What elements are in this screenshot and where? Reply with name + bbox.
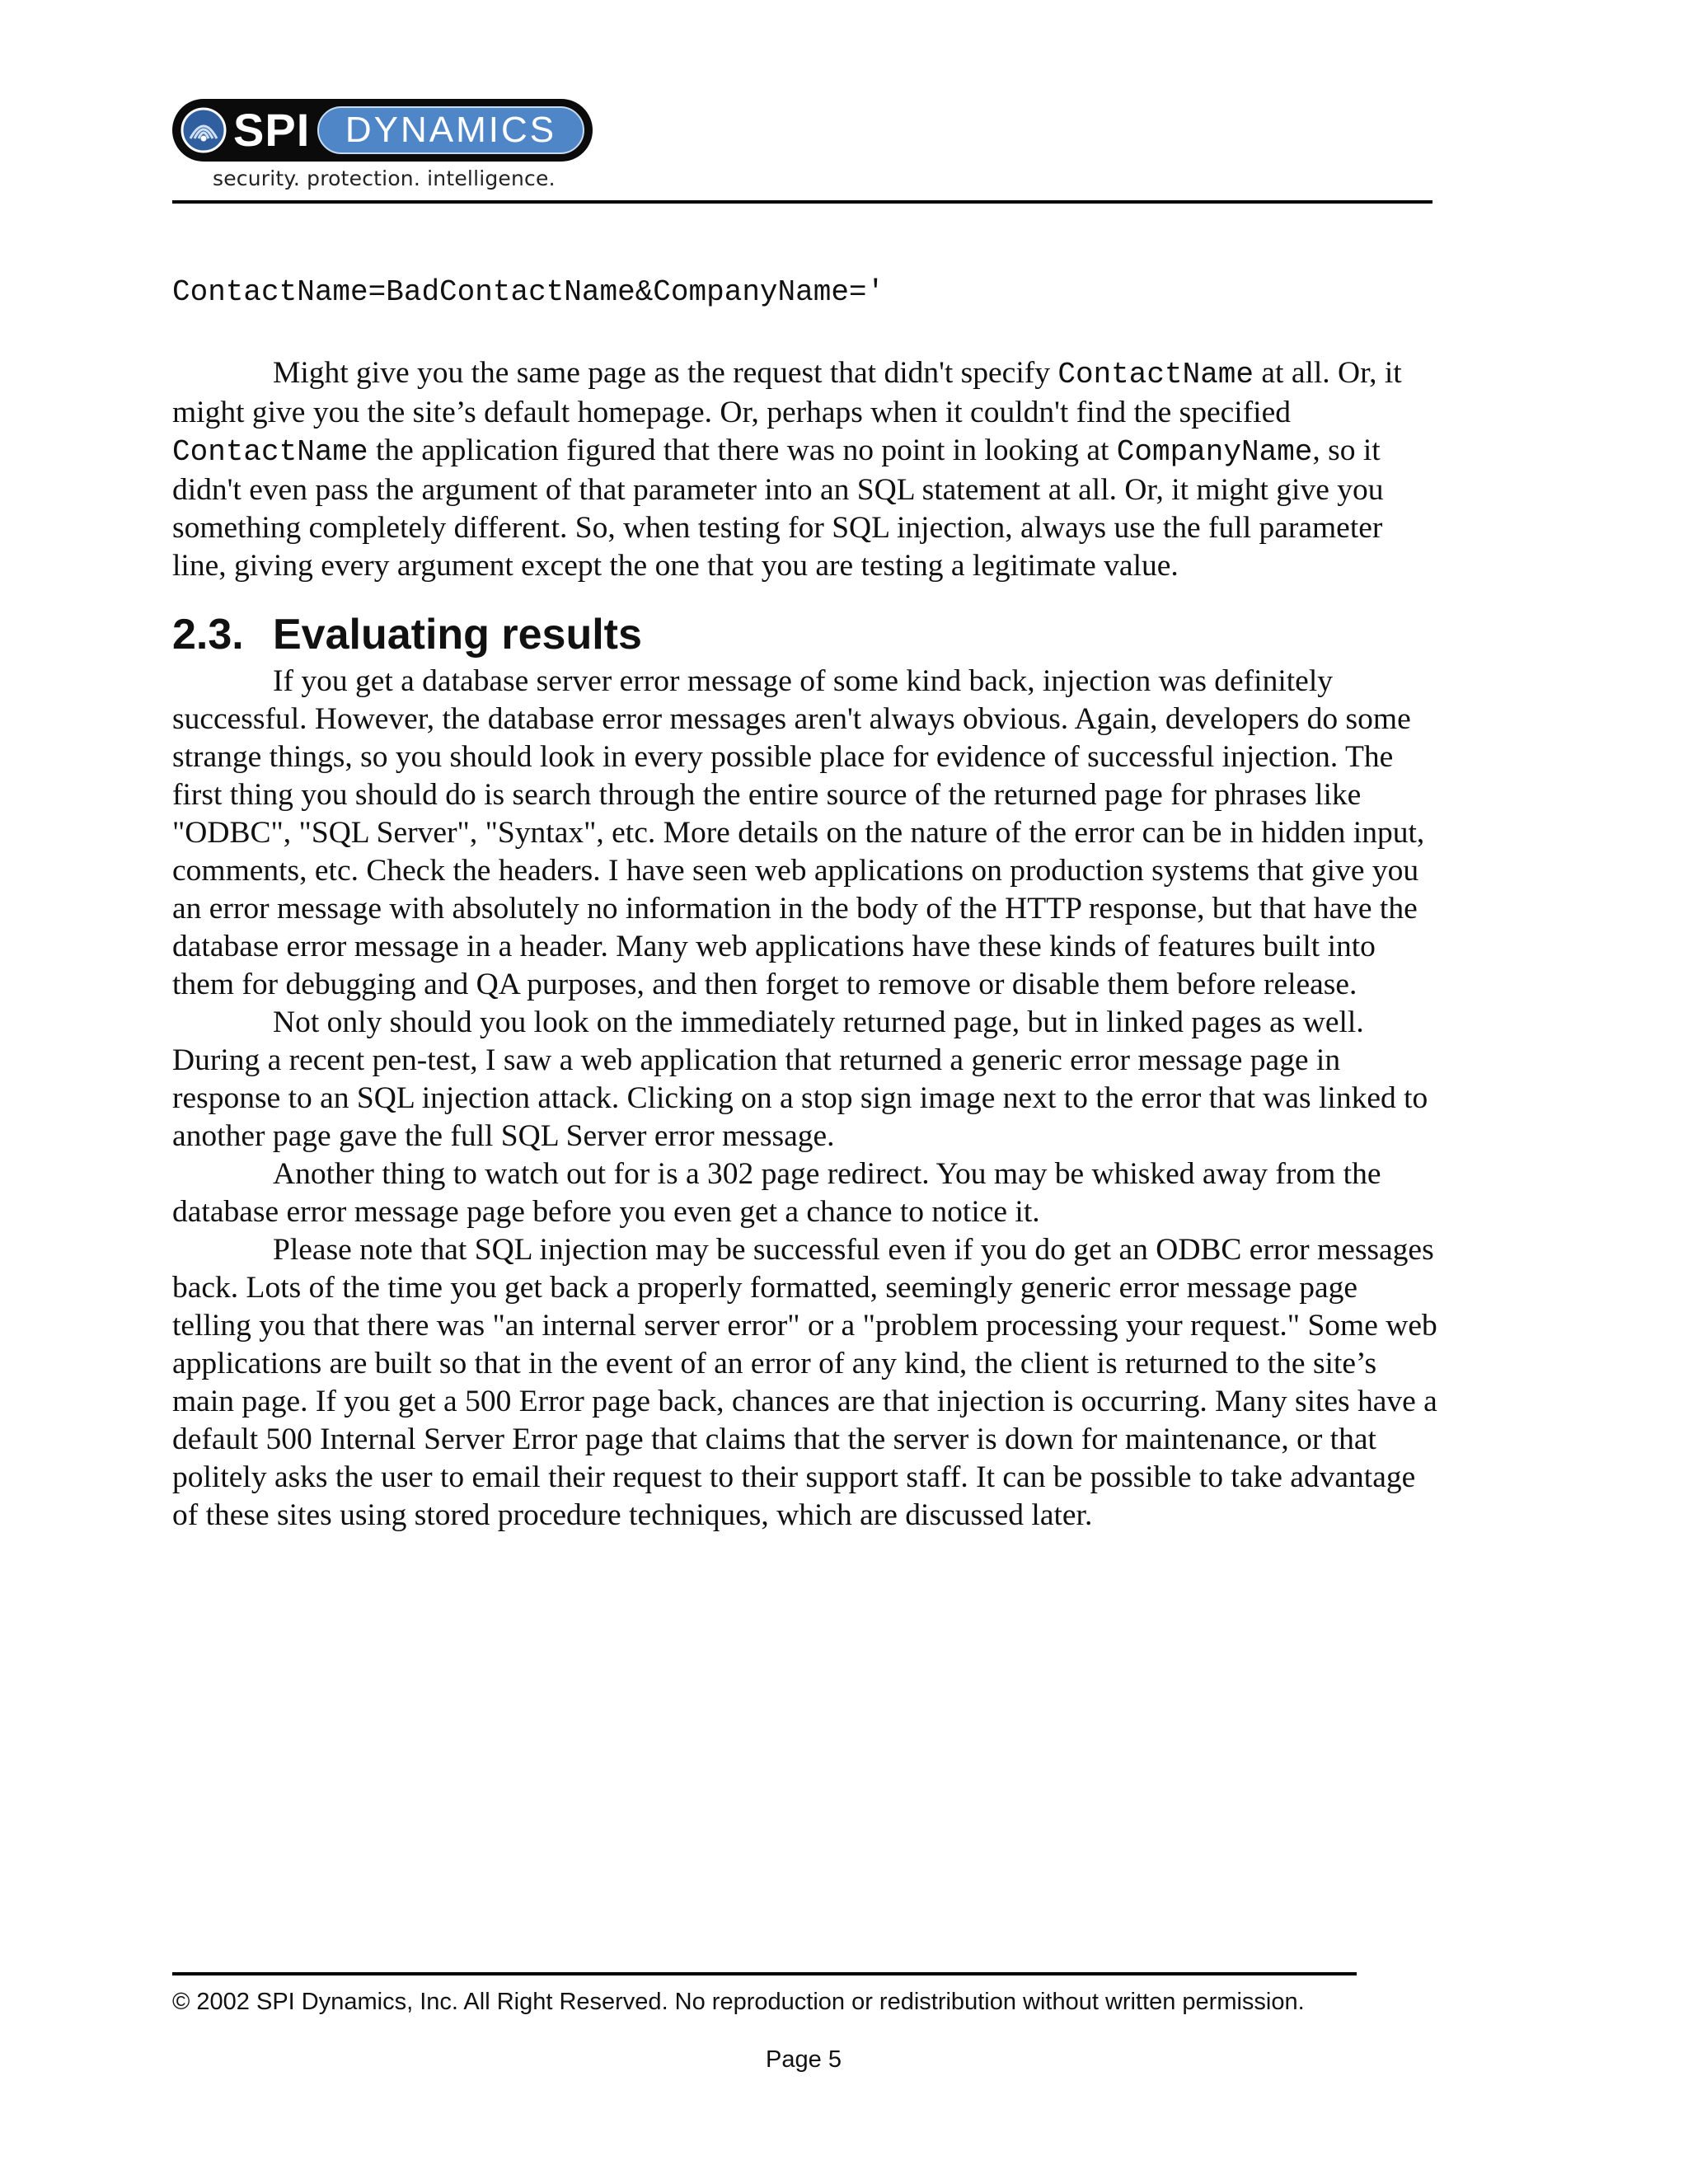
logo-text-dynamics: DYNAMICS (317, 106, 584, 154)
copyright-notice: © 2002 SPI Dynamics, Inc. All Right Reserved. No reproduction or redistribution without written permission. (172, 1989, 1305, 2015)
section-heading (172, 608, 1437, 661)
paragraph: Another thing to watch out for is a 302 page redirect. You may be whisked away from the database error message page before you even get a chance to notice it. (172, 1157, 1381, 1229)
code-term: ContactName (172, 435, 368, 469)
logo-text-spi: SPI (233, 104, 311, 156)
section-number: 2.3. (172, 611, 244, 658)
code-term: ContactName (1057, 358, 1254, 391)
tagline: security. protection. intelligence. (213, 166, 556, 190)
document-body (172, 264, 1437, 1535)
paragraph: If you get a database server error message of some kind back, injection was definitely successful. However, the database error messages aren't always obvious. Again, developers do some strange things, so you should look in every possible place for evidence of successful injection. The first thing you should do is search through the entire source of the returned page for phrases like "ODBC", "SQL Server", "Syntax", etc. More details on the nature of the error can be in hidden input, comments, etc. Check the headers. I have seen web applications on production systems that give you an error message with absolutely no information in the body of the HTTP response, but that have the database error message in a header. Many web applications have these kinds of features built into them for debugging and QA purposes, and then forget to remove or disable them before release. (172, 664, 1425, 1001)
text-run: Might give you the same page as the request that didn't specify (273, 356, 1058, 390)
signal-globe-icon (181, 107, 227, 153)
text-run: , so it didn't even pass the argument of that parameter into an SQL statement at all. Or, it might give you something completely different. So, when testing for SQL injection, always use the full parameter line, giving every argument except the one that you are testing a legitimate value. (172, 434, 1384, 583)
text-run: at all. Or, it might give you the site’s default homepage. Or, perhaps when it couldn't find the specified (172, 356, 1402, 429)
spi-dynamics-logo (172, 99, 593, 162)
paragraph: Please note that SQL injection may be successful even if you do get an ODBC error messages back. Lots of the time you get back a properly formatted, seemingly generic error message page telling you that there was "an internal server error" or a "problem processing your request." Some web applications are built so that in the event of an error of any kind, the client is returned to the site’s main page. If you get a 500 Error page back, chances are that injection is occurring. Many sites have a default 500 Internal Server Error page that claims that the server is down for maintenance, or that politely asks the user to email their request to their support staff. It can be possible to take advantage of these sites using stored procedure techniques, which are discussed later. (172, 1233, 1437, 1532)
code-term: CompanyName (1116, 435, 1313, 469)
intro-paragraph (172, 354, 1437, 585)
section-title: Evaluating results (273, 611, 642, 658)
page-number: Page 5 (766, 2046, 842, 2073)
code-example: ContactName=BadContactName&CompanyName=' (172, 275, 885, 309)
paragraph: Not only should you look on the immediately returned page, but in linked pages as well. During a recent pen-test, I saw a web application that returned a generic error message page in response to an SQL injection attack. Clicking on a stop sign image next to the error that was linked to another page gave the full SQL Server error message. (172, 1005, 1428, 1153)
text-run: the application figured that there was no point in looking at (368, 434, 1117, 467)
header-divider (172, 200, 1432, 204)
footer-divider (172, 1972, 1357, 1975)
